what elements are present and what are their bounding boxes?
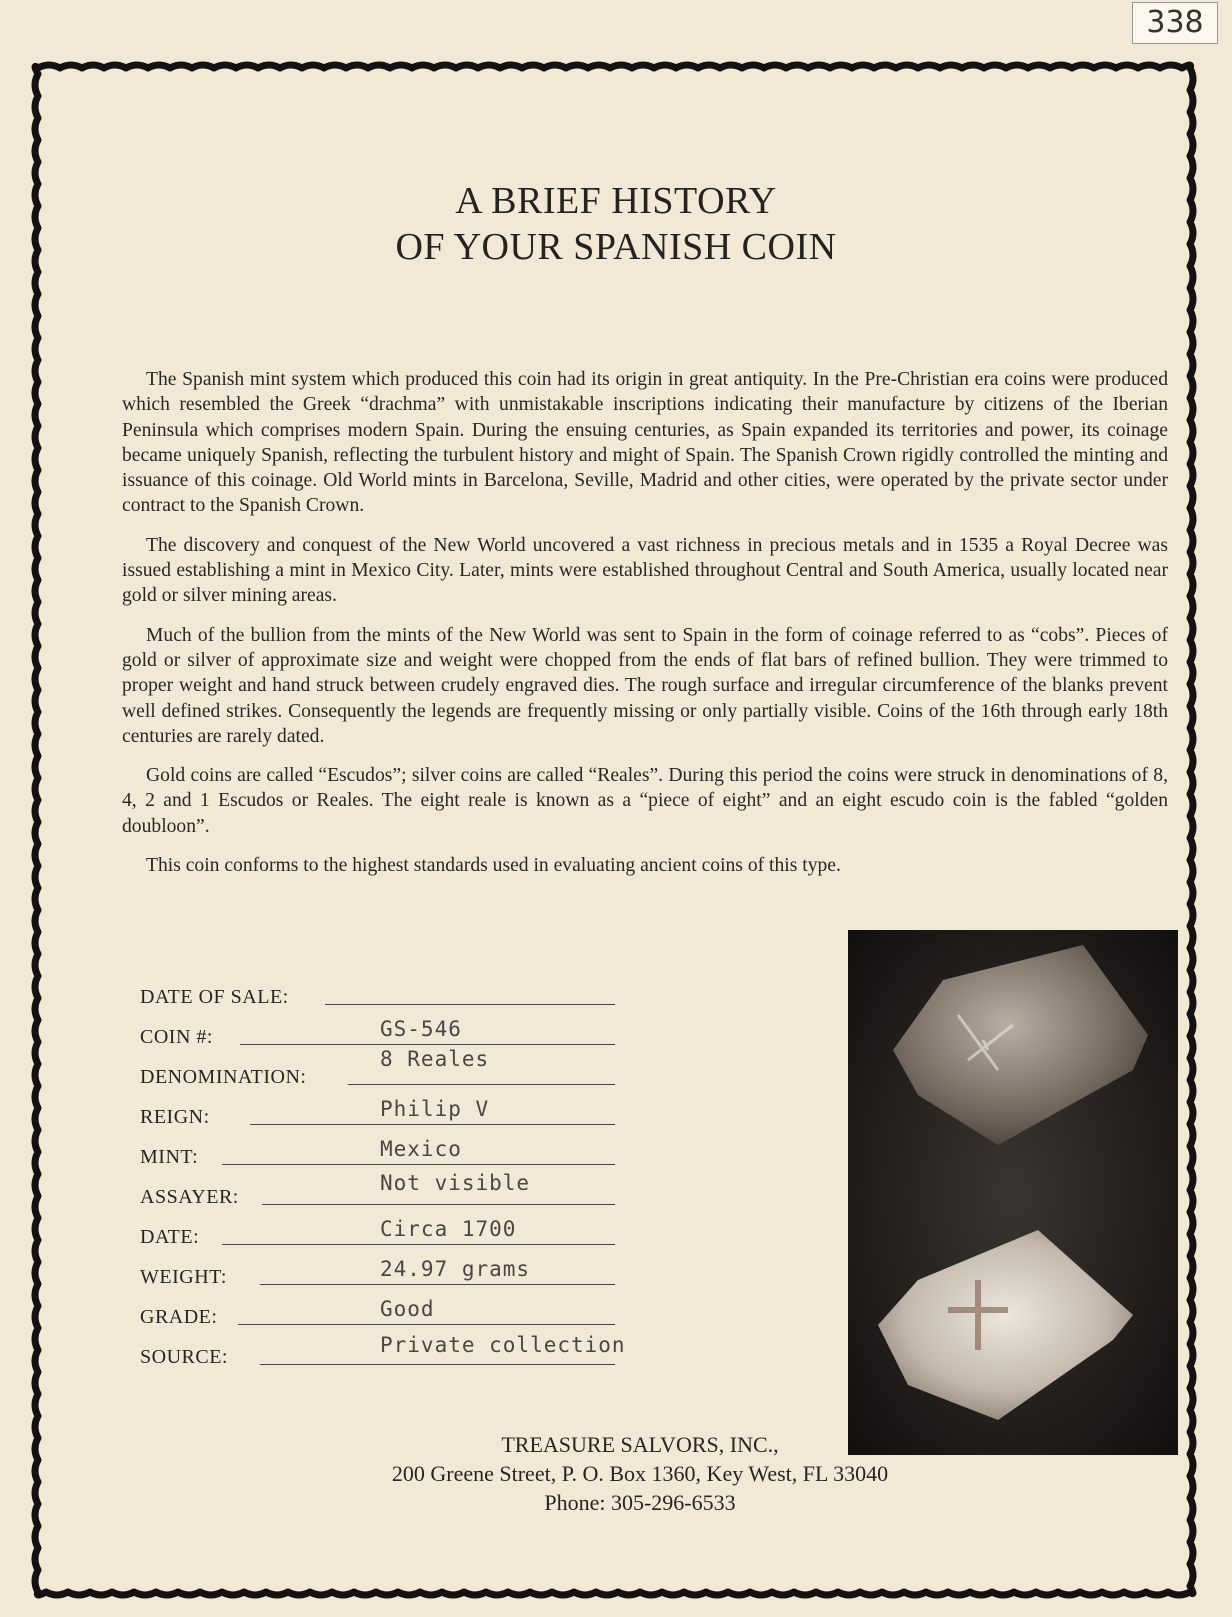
denomination-value: 8 Reales <box>380 1047 490 1071</box>
assayer-value: Not visible <box>380 1171 531 1195</box>
coin-photo <box>848 930 1178 1455</box>
grade-label: GRADE: <box>140 1306 218 1328</box>
source-row <box>140 1335 660 1371</box>
coin-number-line <box>240 1044 615 1045</box>
denomination-line <box>348 1084 615 1085</box>
weight-row <box>140 1255 660 1291</box>
assayer-row <box>140 1171 660 1211</box>
mint-label: MINT: <box>140 1146 199 1168</box>
mint-row <box>140 1135 660 1171</box>
reign-value: Philip V <box>380 1097 490 1121</box>
page-number: 338 <box>1132 2 1218 44</box>
reign-line <box>250 1124 615 1125</box>
coin-number-label: COIN #: <box>140 1026 213 1048</box>
assayer-label: ASSAYER: <box>140 1186 239 1208</box>
assayer-line <box>262 1204 615 1205</box>
grade-value: Good <box>380 1297 435 1321</box>
title-line-1: A BRIEF HISTORY <box>455 180 777 222</box>
footer <box>270 1430 1010 1517</box>
denomination-row <box>140 1047 660 1091</box>
paragraph-denominations: Gold coins are called “Escudos”; silver coins are called “Reales”. During this period the coins were struck in denominations of 8, 4, 2 and 1 Escudos or Reales. The eight reale is known as a “piece of eight” and an eight escudo coin is the fabled “golden doubloon”. <box>122 765 1168 837</box>
date-of-sale-line <box>325 1004 615 1005</box>
footer-company: TREASURE SALVORS, INC., <box>501 1432 779 1457</box>
reign-label: REIGN: <box>140 1106 210 1128</box>
paragraph-new-world: The discovery and conquest of the New World uncovered a vast richness in precious metals and in 1535 a Royal Decree was issued establishing a mint in Mexico City. Later, mints were established throughout Central and South America, usually located near gold or silver mining areas. <box>122 534 1168 607</box>
footer-phone: Phone: 305-296-6533 <box>544 1490 736 1515</box>
paragraph-origin: The Spanish mint system which produced this coin had its origin in great antiquity. In the Pre-Christian era coins were produced which resembled the Greek “drachma” with unmistakable inscriptions indicating their manufacture by citizens of the Iberian Peninsula which comprises modern Spain. During the ensuing centuries, as Spain expanded its territories and power, its coinage became uniquely Spanish, reflecting the turbulent history and might of Spain. The Spanish Crown rigidly controlled the minting and issuance of this coinage. Old World mints in Barcelona, Seville, Madrid and other cities, were operated by the private sector under contract to the Spanish Crown. <box>122 369 1168 517</box>
mint-value: Mexico <box>380 1137 462 1161</box>
grade-line <box>238 1324 615 1325</box>
coin-number-row <box>140 1015 660 1051</box>
title-line-2: OF YOUR SPANISH COIN <box>395 226 837 268</box>
source-line <box>260 1364 615 1365</box>
date-of-sale-row <box>140 975 660 1011</box>
denomination-label: DENOMINATION: <box>140 1066 307 1088</box>
paragraph-standards: This coin conforms to the highest standards used in evaluating ancient coins of this type. <box>146 855 841 877</box>
paragraph-cobs: Much of the bullion from the mints of the New World was sent to Spain in the form of coinage referred to as “cobs”. Pieces of gold or silver of approximate size and weight were chopped from the ends of flat bars of refined bullion. They were trimmed to proper weight and hand struck between crudely engraved dies. The rough surface and irregular circumference of the blanks prevent well defined strikes. Consequently the legends are frequently missing or only partially visible. Coins of the 16th through early 18th centuries are rarely dated. <box>122 624 1168 747</box>
grade-row <box>140 1295 660 1331</box>
weight-label: WEIGHT: <box>140 1266 227 1288</box>
source-label: SOURCE: <box>140 1346 228 1368</box>
date-line <box>222 1244 615 1245</box>
date-label: DATE: <box>140 1226 200 1248</box>
coin-number-value: GS-546 <box>380 1017 462 1041</box>
mint-line <box>222 1164 615 1165</box>
coin-photo-image <box>848 930 1178 1455</box>
weight-line <box>260 1284 615 1285</box>
weight-value: 24.97 grams <box>380 1257 531 1281</box>
page-title <box>0 178 1232 270</box>
date-value: Circa 1700 <box>380 1217 517 1241</box>
source-value: Private collection <box>380 1333 626 1357</box>
reign-row <box>140 1095 660 1131</box>
date-of-sale-label: DATE OF SALE: <box>140 986 289 1008</box>
footer-address: 200 Greene Street, P. O. Box 1360, Key West, FL 33040 <box>391 1461 889 1486</box>
history-text <box>122 367 1168 892</box>
date-row <box>140 1215 660 1251</box>
